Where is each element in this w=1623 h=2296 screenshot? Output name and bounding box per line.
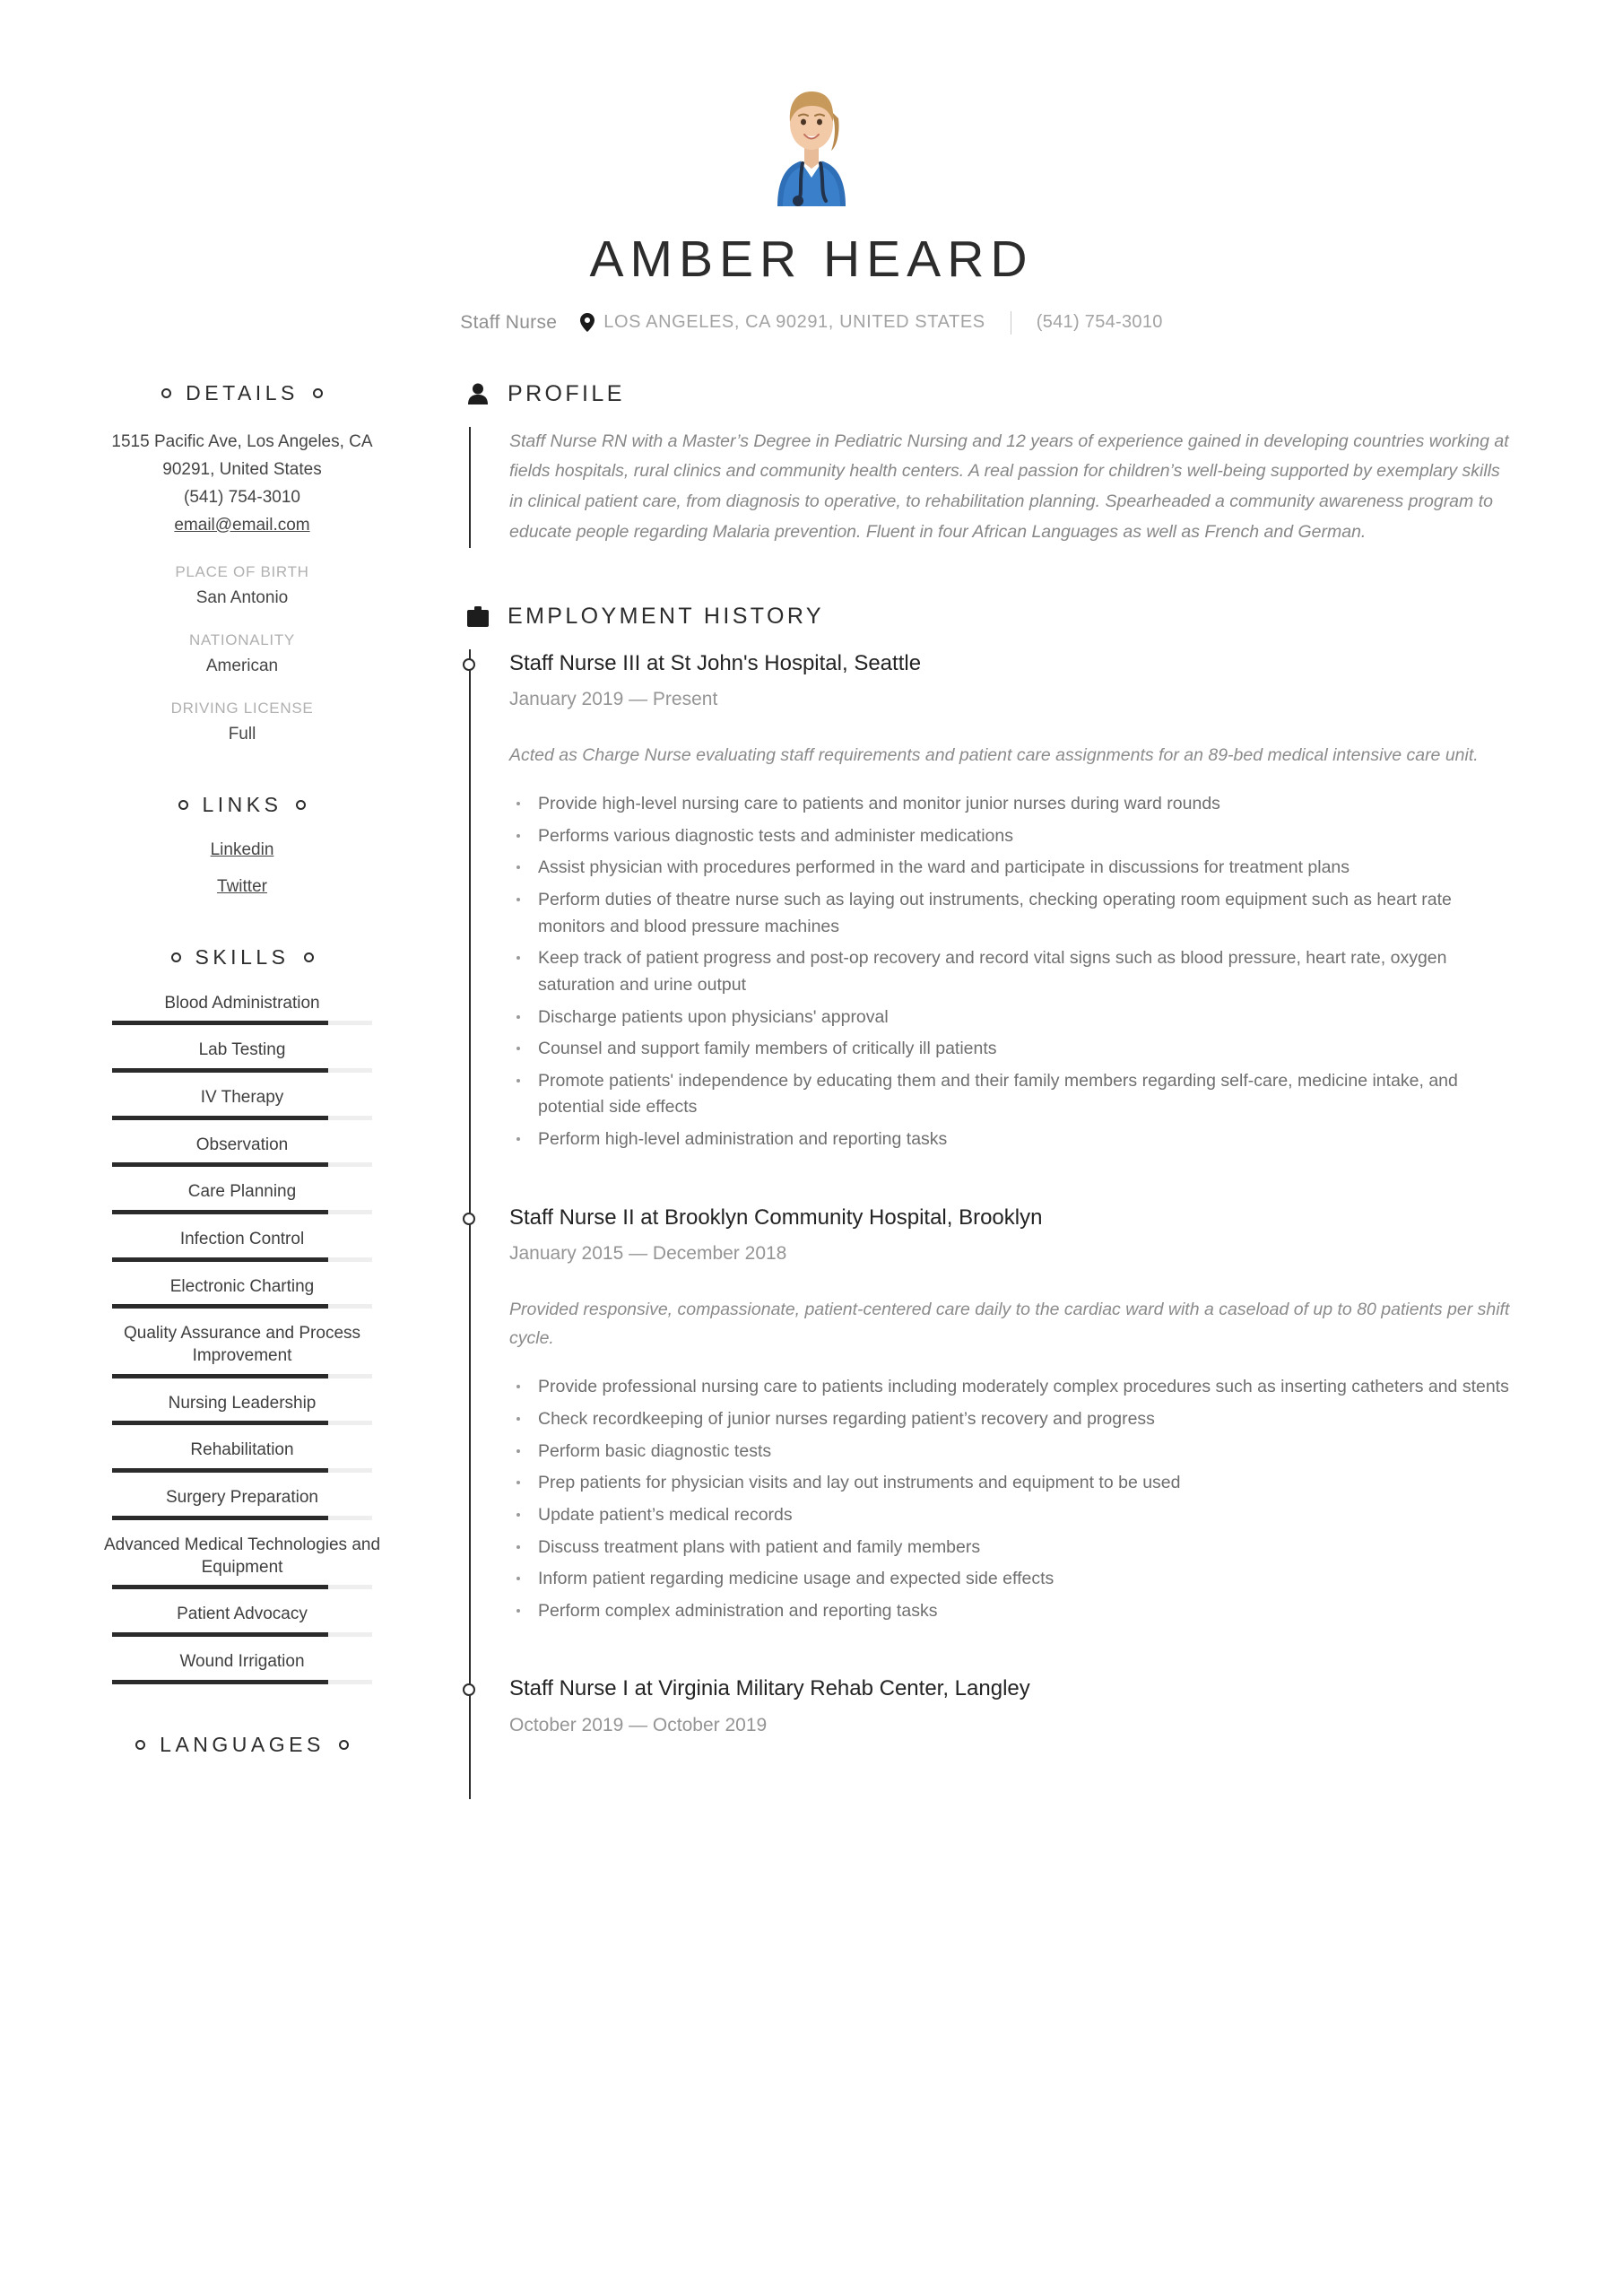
profile-body	[469, 427, 1511, 548]
skill-name: Wound Irrigation	[179, 1651, 305, 1671]
employment-bullet-list	[509, 791, 1511, 1153]
candidate-location: LOS ANGELES, CA 90291, UNITED STATES	[603, 312, 985, 333]
circle-ornament-icon	[171, 952, 181, 962]
timeline-marker-icon	[463, 1683, 475, 1696]
employment-heading-label: EMPLOYMENT HISTORY	[508, 603, 824, 629]
employment-entry	[509, 649, 1511, 1204]
map-pin-icon	[580, 313, 595, 332]
skill-level-bar	[112, 1516, 372, 1520]
circle-ornament-icon	[135, 1740, 145, 1750]
details-heading	[99, 381, 386, 405]
place-of-birth-value: San Antonio	[195, 587, 289, 607]
place-of-birth-label: PLACE OF BIRTH	[175, 562, 309, 580]
circle-ornament-icon	[304, 952, 314, 962]
employment-bullet-list	[509, 1374, 1511, 1624]
circle-ornament-icon	[178, 800, 188, 810]
skill-item	[99, 1323, 386, 1378]
employment-bullet: Prep patients for physician visits and lay out instruments and equipment to be used	[509, 1470, 1511, 1497]
resume-body	[0, 381, 1623, 1805]
skill-item	[99, 1276, 386, 1309]
employment-bullet: Update patient’s medical records	[509, 1502, 1511, 1529]
skill-level-bar	[112, 1585, 372, 1589]
employment-bullet: Discharge patients upon physicians' approval	[509, 1004, 1511, 1031]
skill-item	[99, 1181, 386, 1214]
employment-title: Staff Nurse II at Brooklyn Community Hospital, Brooklyn	[509, 1205, 1043, 1230]
employment-date: October 2019 — October 2019	[509, 1714, 768, 1735]
skill-name: Quality Assurance and Process Improvement	[123, 1324, 361, 1366]
employment-bullet: Counsel and support family members of critically ill patients	[509, 1036, 1511, 1063]
address-line-1: 1515 Pacific Ave, Los Angeles, CA	[111, 431, 373, 451]
details-heading-label: DETAILS	[186, 380, 299, 404]
driving-license-value: Full	[228, 724, 256, 744]
skill-item	[99, 1087, 386, 1120]
employment-timeline	[469, 649, 1511, 1799]
profile-heading-label: PROFILE	[508, 380, 625, 406]
skill-level-bar	[112, 1021, 372, 1025]
employment-bullet: Perform complex administration and reporting tasks	[509, 1598, 1511, 1625]
skill-name: Lab Testing	[198, 1040, 286, 1060]
timeline-marker-icon	[463, 1213, 475, 1225]
employment-bullet: Provide high-level nursing care to patients and monitor junior nurses during ward rounds	[509, 791, 1511, 818]
skills-list	[99, 993, 386, 1684]
skill-level-fill	[112, 1257, 328, 1262]
skill-level-fill	[112, 1162, 328, 1167]
skill-level-fill	[112, 1304, 328, 1309]
skill-level-fill	[112, 1421, 328, 1425]
employment-summary: Provided responsive, compassionate, patient-centered care daily to the cardiac ward with a caseload of up to 80 patients per shift cycle.	[509, 1300, 1510, 1349]
employment-bullet: Perform duties of theatre nurse such as laying out instruments, checking operating room equipment such as heart rate monitors and blood pressure machines	[509, 887, 1511, 940]
skill-level-fill	[112, 1068, 328, 1073]
skill-level-fill	[112, 1374, 328, 1378]
skill-item	[99, 1604, 386, 1637]
skill-name: Patient Advocacy	[177, 1605, 308, 1624]
skill-item	[99, 1229, 386, 1262]
skill-level-fill	[112, 1585, 328, 1589]
languages-section	[99, 1733, 386, 1757]
skills-section	[99, 945, 386, 1684]
skill-level-bar	[112, 1374, 372, 1378]
skill-level-fill	[112, 1210, 328, 1214]
skill-level-bar	[112, 1421, 372, 1425]
employment-bullet: Assist physician with procedures performed in the ward and participate in discussions for treatment plans	[509, 855, 1511, 882]
employment-title: Staff Nurse III at St John's Hospital, Seattle	[509, 650, 922, 675]
skill-name: Rehabilitation	[190, 1440, 294, 1460]
skill-level-fill	[112, 1021, 328, 1025]
skill-item	[99, 1039, 386, 1073]
circle-ornament-icon	[296, 800, 306, 810]
skill-level-bar	[112, 1068, 372, 1073]
skill-name: Observation	[195, 1135, 289, 1154]
link-linkedin[interactable]: Linkedin	[210, 839, 274, 859]
skill-item	[99, 1651, 386, 1684]
employment-bullet: Check recordkeeping of junior nurses regarding patient’s recovery and progress	[509, 1406, 1511, 1433]
nurse-portrait-illustration	[743, 70, 880, 206]
nationality-label: NATIONALITY	[189, 631, 295, 648]
skill-level-bar	[112, 1680, 372, 1684]
skill-level-bar	[112, 1162, 372, 1167]
employment-summary: Acted as Charge Nurse evaluating staff requirements and patient care assignments for an 89-bed medical intensive care unit.	[509, 745, 1479, 766]
skill-level-fill	[112, 1116, 328, 1120]
main-column	[421, 381, 1623, 1805]
employment-title: Staff Nurse I at Virginia Military Rehab Center, Langley	[509, 1676, 1030, 1701]
skill-name: Blood Administration	[164, 993, 320, 1013]
employment-date: January 2019 — Present	[509, 689, 718, 710]
employment-bullet: Inform patient regarding medicine usage and expected side effects	[509, 1566, 1511, 1593]
skill-item	[99, 1439, 386, 1473]
header-contact-row	[0, 311, 1623, 335]
profile-section	[466, 381, 1511, 548]
skill-level-bar	[112, 1116, 372, 1120]
skills-heading	[99, 945, 386, 970]
skill-item	[99, 1135, 386, 1168]
skill-level-fill	[112, 1632, 328, 1637]
links-section	[99, 793, 386, 897]
employment-heading	[466, 604, 1511, 630]
circle-ornament-icon	[313, 388, 323, 398]
circle-ornament-icon	[161, 388, 171, 398]
briefcase-icon	[466, 604, 490, 628]
candidate-phone: (541) 754-3010	[1036, 312, 1163, 333]
skill-level-bar	[112, 1210, 372, 1214]
timeline-marker-icon	[463, 658, 475, 671]
skill-name: IV Therapy	[200, 1087, 284, 1107]
links-list	[99, 840, 386, 897]
skill-level-bar	[112, 1257, 372, 1262]
links-heading-label: LINKS	[202, 792, 282, 816]
sidebar-email-link[interactable]: email@email.com	[174, 515, 310, 535]
employment-section	[466, 604, 1511, 1799]
profile-photo	[743, 70, 880, 206]
employment-date: January 2015 — December 2018	[509, 1243, 787, 1265]
skill-level-bar	[112, 1632, 372, 1637]
employment-bullet: Perform high-level administration and reporting tasks	[509, 1126, 1511, 1153]
person-icon	[466, 382, 490, 405]
skill-item	[99, 1535, 386, 1589]
sidebar	[0, 381, 421, 1805]
profile-text: Staff Nurse RN with a Master’s Degree in Pediatric Nursing and 12 years of experience gained in developing countries working at fields hospitals, rural clinics and community health centers. A real passion for children’s well-being supported by exemplary skills in clinical patient care, from diagnosis to operative, to rehabilitation planning. Spearheaded a community awareness program to educate people regarding Malaria prevention. Fluent in four African Languages as well as French and German.	[509, 430, 1509, 542]
link-twitter[interactable]: Twitter	[217, 876, 267, 896]
skill-name: Nursing Leadership	[168, 1393, 317, 1413]
skill-item	[99, 1487, 386, 1520]
skill-level-bar	[112, 1304, 372, 1309]
skill-level-fill	[112, 1516, 328, 1520]
skill-level-fill	[112, 1680, 328, 1684]
skills-heading-label: SKILLS	[195, 944, 290, 969]
details-section	[99, 381, 386, 744]
address-line-2: 90291, United States	[162, 459, 322, 479]
employment-entry	[509, 1204, 1511, 1675]
employment-bullet: Keep track of patient progress and post-op recovery and record vital signs such as blood pressure, heart rate, oxygen saturation and urine output	[509, 945, 1511, 998]
skill-level-bar	[112, 1468, 372, 1473]
employment-bullet: Promote patients' independence by educating them and their family members regarding self-care, medicine intake, and potential side effects	[509, 1068, 1511, 1121]
skill-name: Infection Control	[179, 1230, 305, 1248]
employment-bullet: Performs various diagnostic tests and administer medications	[509, 823, 1511, 850]
circle-ornament-icon	[339, 1740, 349, 1750]
links-heading	[99, 793, 386, 817]
skill-item	[99, 1393, 386, 1426]
languages-heading-label: LANGUAGES	[160, 1732, 325, 1756]
skill-name: Electronic Charting	[169, 1276, 315, 1296]
skill-name: Care Planning	[187, 1182, 297, 1202]
employment-bullet: Perform basic diagnostic tests	[509, 1439, 1511, 1465]
languages-heading	[99, 1733, 386, 1757]
nationality-value: American	[205, 656, 279, 675]
skill-item	[99, 993, 386, 1026]
employment-bullet: Provide professional nursing care to patients including moderately complex procedures such as inserting catheters and stents	[509, 1374, 1511, 1401]
profile-heading	[466, 381, 1511, 407]
resume-header	[0, 0, 1623, 335]
employment-entry	[509, 1674, 1511, 1798]
skill-level-fill	[112, 1468, 328, 1473]
candidate-job-title: Staff Nurse	[460, 311, 558, 333]
skill-name: Surgery Preparation	[165, 1488, 319, 1508]
candidate-name: AMBER HEARD	[589, 230, 1034, 288]
sidebar-phone: (541) 754-3010	[184, 487, 300, 507]
driving-license-label: DRIVING LICENSE	[170, 699, 314, 717]
skill-name: Advanced Medical Technologies and Equipment	[103, 1535, 381, 1577]
employment-bullet: Discuss treatment plans with patient and family members	[509, 1535, 1511, 1561]
